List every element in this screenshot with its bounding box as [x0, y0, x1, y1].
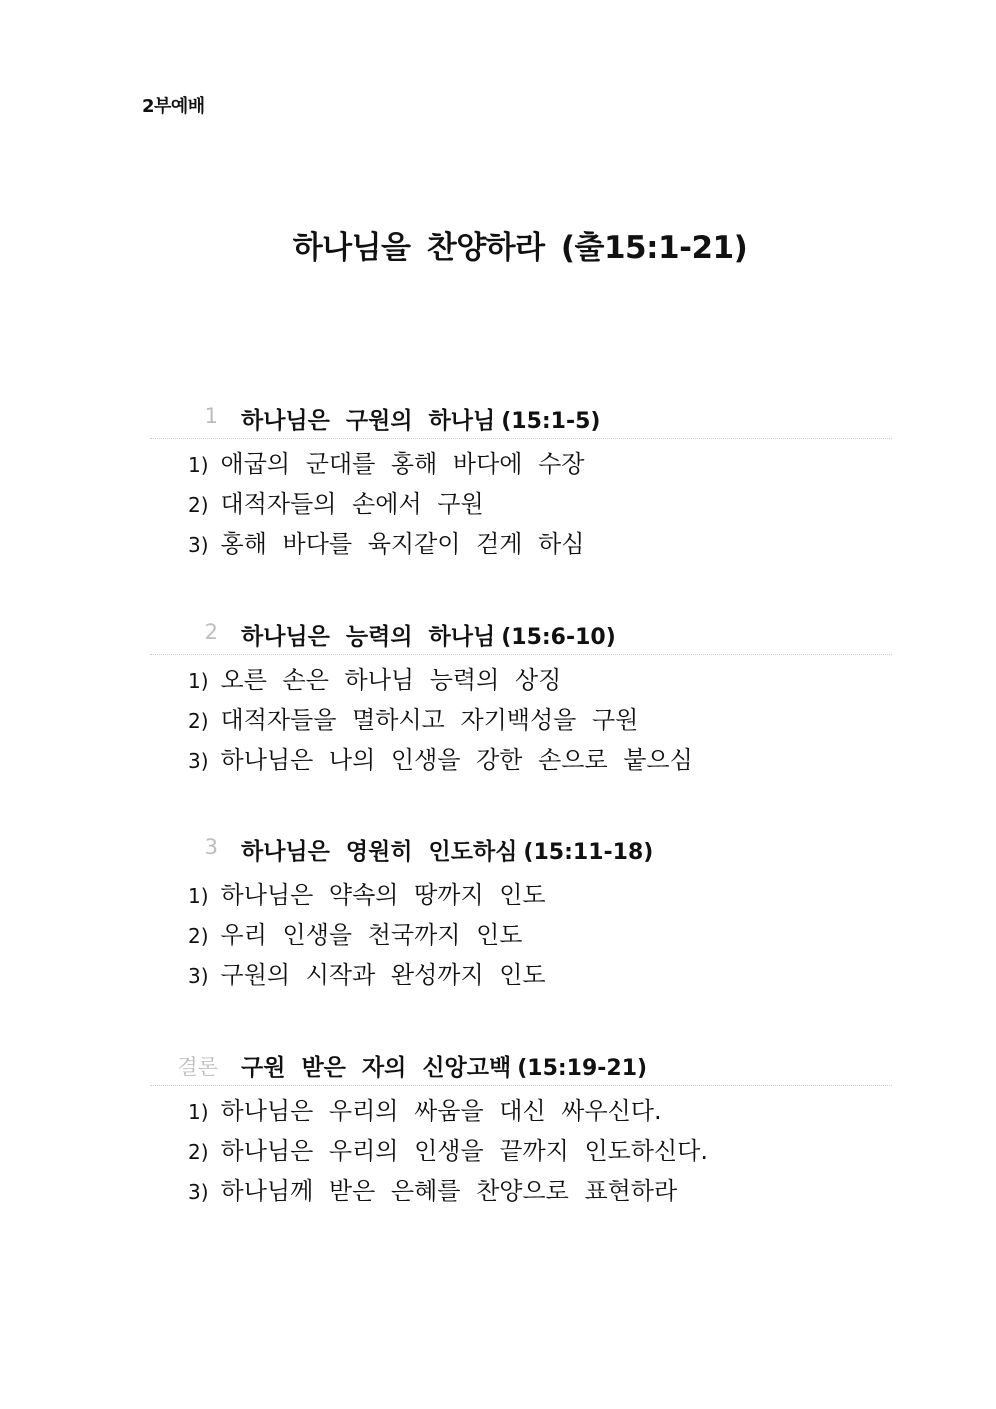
point-number: 3) — [188, 749, 209, 773]
point-text: 하나님은 우리의 싸움을 대신 싸우신다. — [220, 1097, 662, 1125]
point-text: 홍해 바다를 육지같이 걷게 하심 — [220, 530, 585, 558]
list-item — [188, 700, 693, 740]
section-reference: (15:19-21) — [517, 1056, 648, 1081]
section-title — [241, 618, 616, 651]
sermon-title: 하나님을 찬양하라 (출15:1-21) — [292, 230, 748, 266]
section-title — [241, 1049, 647, 1082]
point-text: 애굽의 군대를 홍해 바다에 수장 — [220, 450, 585, 478]
point-number: 3) — [188, 533, 209, 557]
service-label: 2부예배 — [142, 96, 205, 117]
section-number: 3 — [204, 835, 218, 859]
point-number: 2) — [188, 709, 209, 733]
list-item — [188, 1171, 708, 1211]
point-number: 1) — [188, 669, 209, 693]
list-item — [188, 875, 546, 915]
section-title — [241, 402, 600, 435]
point-list — [188, 875, 546, 995]
section-reference: (15:11-18) — [523, 840, 654, 865]
point-text: 오른 손은 하나님 능력의 상징 — [220, 666, 562, 694]
point-number: 1) — [188, 453, 209, 477]
point-list — [188, 444, 584, 564]
list-item — [188, 740, 693, 780]
point-text: 우리 인생을 천국까지 인도 — [220, 921, 523, 949]
point-text: 하나님께 받은 은혜를 찬양으로 표현하라 — [220, 1177, 678, 1205]
section-number: 결론 — [177, 1055, 218, 1079]
section-reference: (15:1-5) — [501, 409, 601, 434]
list-item — [188, 444, 584, 484]
point-text: 대적자들을 멸하시고 자기백성을 구원 — [220, 706, 639, 734]
list-item — [188, 484, 584, 524]
list-item — [188, 1091, 708, 1131]
point-number: 3) — [188, 1180, 209, 1204]
section-number: 2 — [204, 620, 218, 644]
point-number: 1) — [188, 1100, 209, 1124]
point-text: 하나님은 나의 인생을 강한 손으로 붙으심 — [220, 746, 693, 774]
list-item — [188, 1131, 708, 1171]
point-number: 2) — [188, 924, 209, 948]
point-text: 대적자들의 손에서 구원 — [220, 490, 484, 518]
list-item — [188, 660, 693, 700]
point-number: 3) — [188, 964, 209, 988]
section-title-text: 하나님은 영원히 인도하심 — [241, 839, 518, 865]
list-item — [188, 955, 546, 995]
point-text: 하나님은 우리의 인생을 끝까지 인도하신다. — [220, 1137, 708, 1165]
point-number: 2) — [188, 1140, 209, 1164]
section-title-text: 구원 받은 자의 신앙고백 — [241, 1055, 512, 1081]
section-title-text: 하나님은 구원의 하나님 — [241, 408, 496, 434]
section-title-text: 하나님은 능력의 하나님 — [241, 624, 496, 650]
point-list — [188, 660, 693, 780]
point-text: 하나님은 약속의 땅까지 인도 — [220, 881, 546, 909]
point-list — [188, 1091, 708, 1211]
list-item — [188, 524, 584, 564]
section-title — [241, 833, 653, 866]
list-item — [188, 915, 546, 955]
point-text: 구원의 시작과 완성까지 인도 — [220, 961, 546, 989]
section-number: 1 — [204, 404, 218, 428]
point-number: 2) — [188, 493, 209, 517]
section-reference: (15:6-10) — [501, 625, 616, 650]
point-number: 1) — [188, 884, 209, 908]
